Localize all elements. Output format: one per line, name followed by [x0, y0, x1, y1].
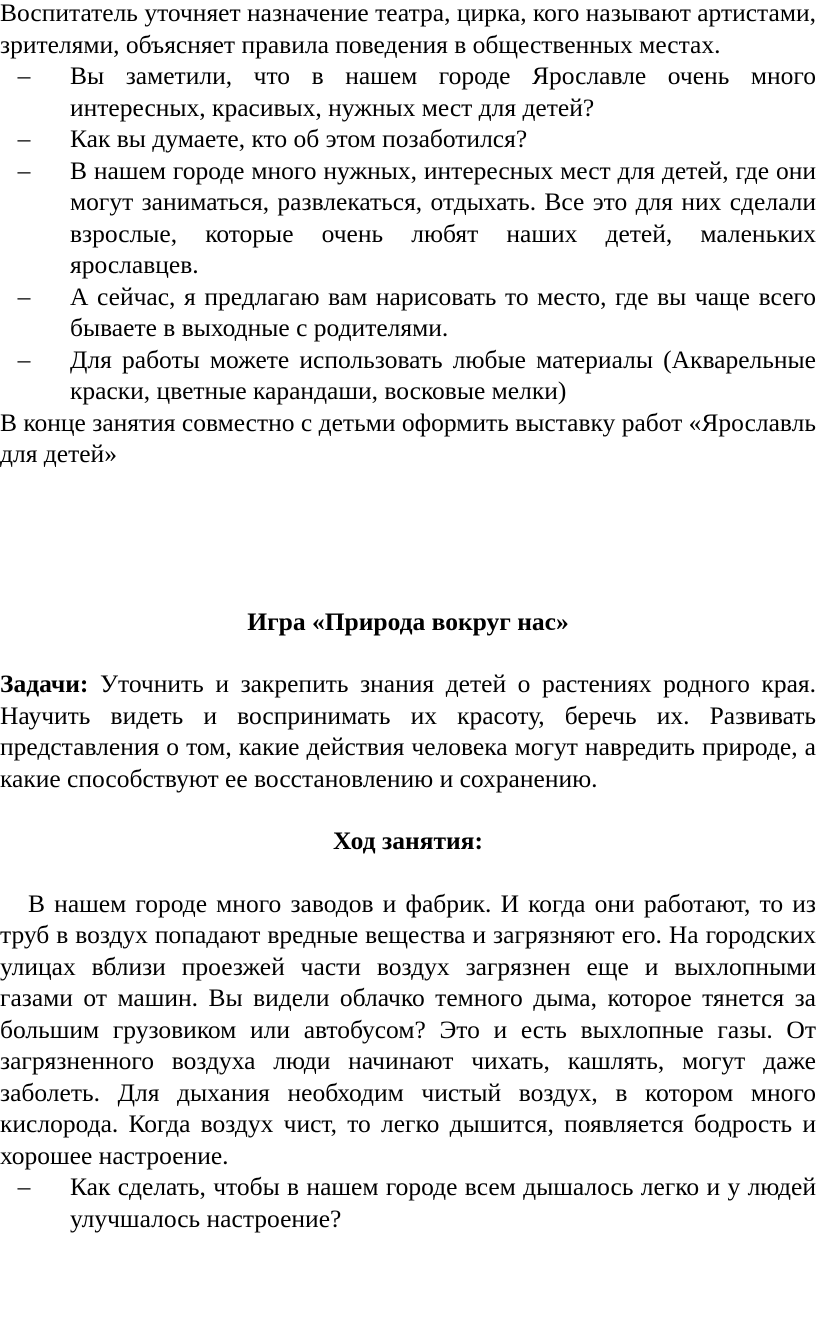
bullet-text: А сейчас, я предлагаю вам нарисовать то место, где вы чаще всего бываете в выходные с родителями.: [70, 281, 816, 342]
list-item: [0, 344, 816, 407]
bullet-text: Для работы можете использовать любые материалы (Акварельные краски, цветные карандаши, восковые мелки): [70, 344, 816, 405]
bullet-text: В нашем городе много нужных, интересных мест для детей, где они могут заниматься, развлекаться, отдыхать. Все это для них сделали взрослые, которые очень любят наших детей, маленьких ярославцев.: [70, 155, 816, 279]
bullet-dash: –: [17, 1172, 31, 1201]
progress-title: Ход занятия:: [333, 826, 483, 855]
tasks-label: Задачи:: [0, 669, 89, 698]
list-item: [0, 281, 816, 344]
closing-paragraph: В конце занятия совместно с детьми оформить выставку работ «Ярославль для детей»: [0, 407, 816, 468]
list-item: [0, 1171, 816, 1234]
bullet-dash: –: [17, 344, 31, 374]
list-item: [0, 155, 816, 281]
bullet-dash: –: [17, 61, 31, 90]
tasks-paragraph: [0, 668, 816, 794]
list-item: [0, 60, 816, 123]
bullet-text: Вы заметили, что в нашем городе Ярославле очень много интересных, красивых, нужных мест для детей?: [70, 61, 816, 122]
bullet-dash: –: [17, 155, 31, 185]
intro-paragraph: Воспитатель уточняет назначение театра, цирка, кого называют артистами, зрителями, объясняет правила поведения в общественных местах.: [0, 0, 816, 59]
main-paragraph: В нашем городе много заводов и фабрик. И когда они работают, то из труб в воздух попадают вредные вещества и загрязняют его. На городских улицах вблизи проезжей части воздух загрязнен еще и выхлопными газами от машин. Вы видели облачко темного дыма, которое тянется за большим грузовиком или автобусом? Это и есть выхлопные газы. От загрязненного воздуха люди начинают чихать, кашлять, могут даже заболеть. Для дыхания необходим чистый воздух, в котором много кислорода. Когда воздух чист, то легко дышится, появляется бодрость и хорошее настроение.: [0, 888, 816, 1170]
bullet-text: Как вы думаете, кто об этом позаботился?: [70, 124, 528, 153]
bullet-dash: –: [17, 281, 31, 311]
tasks-text: Уточнить и закрепить знания детей о растениях родного края. Научить видеть и воспринимать их красоту, беречь их. Развивать представления о том, какие действия человека могут навредить природе, а какие способствуют ее восстановлению и сохранению.: [0, 669, 816, 793]
bullet-text: Как сделать, чтобы в нашем городе всем дышалось легко и у людей улучшалось настроение?: [70, 1172, 816, 1233]
bullet-dash: –: [17, 124, 31, 153]
list-item: [0, 123, 816, 155]
game-title: Игра «Природа вокруг нас»: [247, 606, 569, 636]
